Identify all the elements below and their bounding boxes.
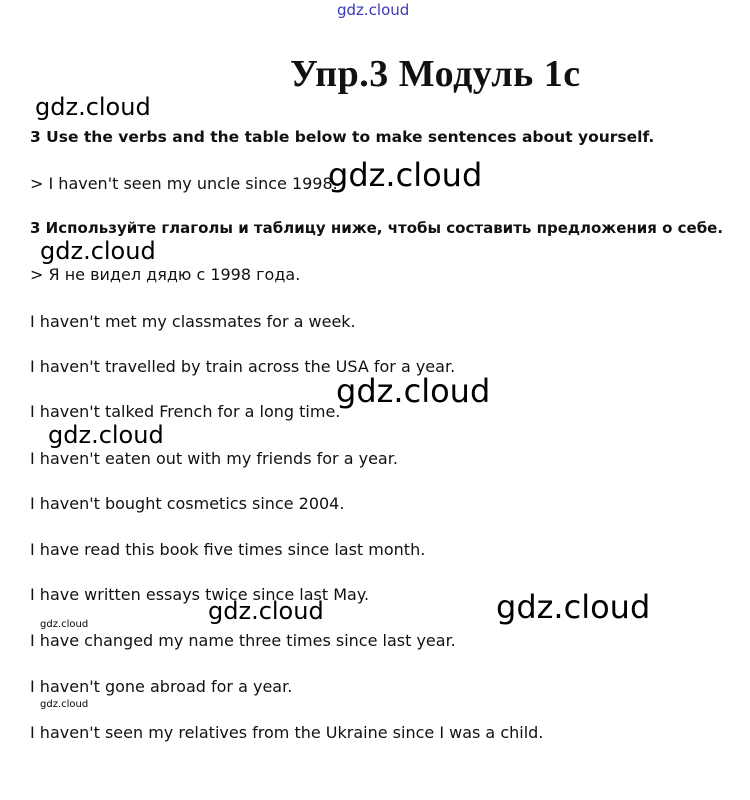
answer-line: I have read this book five times since last month. bbox=[30, 540, 426, 559]
header-watermark: gdz.cloud bbox=[337, 1, 410, 19]
watermark: gdz.cloud bbox=[208, 597, 324, 625]
example-en: > I haven't seen my uncle since 1998. bbox=[30, 174, 338, 193]
answer-line: I have written essays twice since last May. bbox=[30, 585, 370, 604]
watermark: gdz.cloud bbox=[48, 421, 164, 449]
page-title: Упр.3 Модуль 1c bbox=[290, 53, 581, 95]
watermark: gdz.cloud bbox=[40, 237, 156, 265]
answer-line: I haven't travelled by train across the USA for a year. bbox=[30, 357, 456, 376]
watermark: gdz.cloud bbox=[328, 156, 483, 194]
answer-line: I haven't bought cosmetics since 2004. bbox=[30, 494, 345, 513]
answer-line: I haven't gone abroad for a year. bbox=[30, 677, 293, 696]
answer-line: I have changed my name three times since last year. bbox=[30, 631, 456, 650]
watermark: gdz.cloud bbox=[40, 619, 89, 630]
watermark: gdz.cloud bbox=[496, 588, 651, 626]
task-instruction-en: 3 Use the verbs and the table below to make sentences about yourself. bbox=[30, 128, 655, 146]
answer-line: I haven't talked French for a long time. bbox=[30, 402, 341, 421]
watermark: gdz.cloud bbox=[336, 372, 491, 410]
task-instruction-ru: 3 Используйте глаголы и таблицу ниже, чтобы составить предложения о себе. bbox=[30, 219, 724, 237]
answer-line: I haven't eaten out with my friends for a year. bbox=[30, 449, 398, 468]
example-ru: > Я не видел дядю с 1998 года. bbox=[30, 265, 301, 284]
answer-line: I haven't met my classmates for a week. bbox=[30, 312, 356, 331]
watermark: gdz.cloud bbox=[40, 699, 89, 710]
watermark: gdz.cloud bbox=[35, 93, 151, 121]
answer-line: I haven't seen my relatives from the Ukraine since I was a child. bbox=[30, 723, 544, 742]
